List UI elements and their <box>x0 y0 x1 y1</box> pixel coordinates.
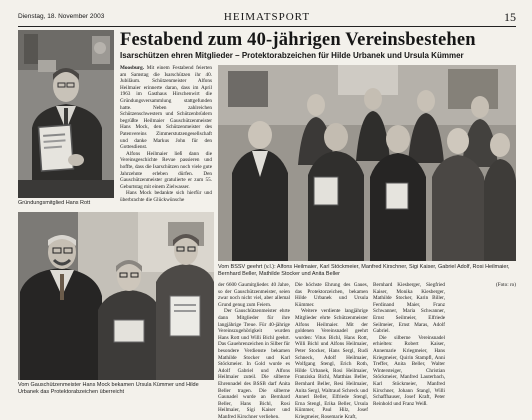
body-text: Weitere verdiente langjährige Mitglieder ehrte Schützenmeister Alfons Heilmaier. Mit der goldenen Vereinsnadel geehrt wurden: Vitus Bichl, Hans Rott, Willi Bichl und Alfons Heilmaier, Peter Stocker, Hans Sergl, Rudi Schneck, Adolf Heilmaier, Wolfgang Stengl, Erich Roth, Hilde Urbanek, Rosi Heilmaier, Franziska Bichl, Matthias Beller, Bernhard Beller, Resi Heilmaier, Anita Sergl, Waltraud Schreck und Annerl Beller, Elfriede Stengl, Erna Stengl, Erika Beller, Ursula Kümmer, Paul Hilz, Josef Kriegmeier, Rosemarie Kraft, <box>295 308 368 420</box>
photo-credit: (Foto: ro) <box>495 282 516 288</box>
body-text: Mit einem Festabend feierten am Samstag die Isarschützen ihr 40. Jubiläum. Schützenmeister Alfons Heilmaier erinnerte daran, dass im April 1963 im Gasthaus Hirschenwirt die Gründungsversammlung stattgefunden hatte. Neben zahlreichen Schützenschwestern und Schützenbrüdern begrüßte Heilmaier Gauschützenmeister Hans Mock, den Schützenmeister des Patenvereins Zimmerstutzengesellschaft und danke Markus John für den Gottesdienst. <box>120 65 212 151</box>
caption-protektor: Vom Gauschützenmeister Hans Mock bekamen Ursula Kümmer und Hilde Urbanek das Protektorabzeichen überreicht <box>18 382 199 395</box>
body-column-2 <box>218 282 290 420</box>
body-text: Hans Mock bedankte sich hierfür und überbrachte die Glückwünsche <box>120 190 212 203</box>
header-rule <box>18 26 516 27</box>
body-column-4 <box>373 282 445 407</box>
caption-group: Vom BSSV geehrt (v.l.): Alfons Heilmaier, Karl Stöckmeier, Manfred Kirschner, Sigi Kaiser, Gabriel Adolf, Rosi Heilmaier, Bernhard Beller, Mathilde Stocker und Anita Beller <box>218 264 510 277</box>
body-text: Die silberne Vereinsnadel erhielten: Robert Kaiser, Annemarie Kriegmeier, Hans Kriegmeier, Quirin Stampfl, Anni Treffer, Anita Beller, Walter Wintersteiger, Christian Stöckmeier, Manfred Lauterbach, Karl Stöckmeier, Manfred Kirschner, Johann Stangl, Willi Schaffhauser, Josef Kraft, Peter Reinhold und Franz Weiß. <box>373 334 445 407</box>
body-column-1 <box>120 65 212 205</box>
section-title: HEIMATSPORT <box>223 11 311 23</box>
article-headline: Festabend zum 40-jährigen Vereinsbestehen <box>120 30 476 50</box>
page-number: 15 <box>504 10 516 24</box>
dateline: Moosburg. <box>120 65 145 71</box>
body-column-3 <box>295 282 368 420</box>
body-text: der 6600 Gaumitglieder. 40 Jahre, so der Gauschützenmeister, seien zwar noch nicht viel, aber allemal Grund genug zum Feiern. <box>218 282 290 308</box>
body-text: Der Gauschützenmeister ehrte dann Mitglieder für ihre langjährige Treue. Für 40-jährige Vereinszugehörigkeit wurden Hans Rott und Willi Bichl geehrt. Das Gauehrenzeichen in Silber für besondere Verdienste bekamen Mathilde Stocker und Karl Stöckmeier. In Gold wurde es Adolf Gabriel und Alfons Heilmaier zuteil. Die silberne Ehrennadel des BSSB darf Anita Beller tragen. Die silberne Gaunadel wurde an Bernhard Beller, Hans Bichl, Rosi Heilmaier, Sigi Kaiser und Manfred Kirschner verliehen. <box>218 308 290 420</box>
body-text: Alfons Heilmaier ließ dann die Vereinsgeschichte Revue passieren und hoffte, dass die Isarschützen noch viele gute Jahrzehnte erleben dürfen. Den Gauschützenmeister gratulierte er zum 55. Geburtstag mit einem Zielwasser. <box>120 150 212 190</box>
photo-protektor <box>18 212 214 380</box>
photo-hans-rott <box>18 30 114 198</box>
running-header <box>18 10 516 26</box>
body-text: Bernhard Kiesberger, Siegfried Kaiser, Monika Kiesberger, Mathilde Stocker, Karin Biller, Ferdinand Maier, Franz Schwanner, Maria Schwanner, Ernst Seilmeier, Elfriede Seilmeier, Ernst Maras, Adolf Gabriel. <box>373 282 445 335</box>
body-column-5 <box>450 282 516 394</box>
caption-hans-rott: Gründungsmitglied Hans Rott <box>18 200 91 206</box>
photo-group <box>218 65 516 261</box>
article-subhead: Isarschützen ehren Mitglieder – Protektorabzeichen für Hilde Urbanek und Ursula Kümmer <box>120 51 464 60</box>
body-text: Die höchste Ehrung des Gaues, das Protektorzeichen, bekamen Hilde Urbanek und Ursula Kümmer. <box>295 282 368 308</box>
issue-date: Dienstag, 18. November 2003 <box>18 13 105 20</box>
